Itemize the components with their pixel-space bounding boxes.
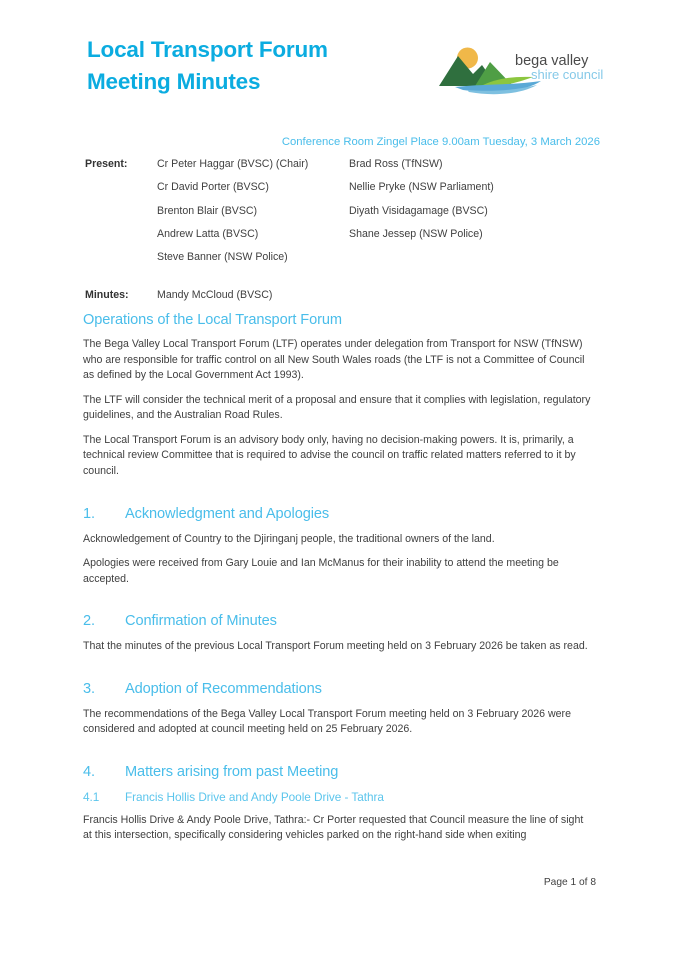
- page-footer: Page 1 of 8: [543, 877, 596, 888]
- document-body: [83, 312, 595, 853]
- attendee-row: [85, 158, 605, 181]
- attendee-row: [85, 205, 605, 228]
- subsection-title: Francis Hollis Drive and Andy Poole Drive - Tathra: [125, 789, 384, 804]
- attendee-name: Shane Jessep (NSW Police): [349, 227, 483, 240]
- section-spacer: [83, 664, 595, 681]
- section-heading-3: [83, 681, 595, 699]
- paragraph: The Local Transport Forum is an advisory body only, having no decision-making powers. It is, primarily, a technical review Committee that is required to advise the council on traffic related matters referred to it by council.: [83, 433, 576, 477]
- section-number: 3.: [83, 680, 95, 697]
- section-title: Matters arising from past Meeting: [125, 763, 339, 780]
- meeting-details-line: Conference Room Zingel Place 9.00am Tuesday, 3 March 2026: [281, 136, 600, 148]
- paragraph: Francis Hollis Drive & Andy Poole Drive, Tathra:- Cr Porter requested that Council measure the line of sight at this intersection, specifically considering vehicles parked on the right-hand side when exiting: [83, 813, 584, 842]
- paragraph: The recommendations of the Bega Valley Local Transport Forum meeting held on 3 February 2026 were considered and adopted at council meeting held on 25 February 2026.: [83, 707, 571, 736]
- page-title: [87, 34, 417, 98]
- section-heading-2: [83, 613, 595, 631]
- section-heading-1: [83, 506, 595, 524]
- attendee-name: Cr Peter Haggar (BVSC) (Chair): [157, 158, 309, 170]
- attendee-name: Nellie Pryke (NSW Parliament): [349, 181, 494, 194]
- section-heading-4: [83, 764, 595, 782]
- section-spacer: [83, 747, 595, 764]
- document-header: [0, 34, 675, 114]
- section-title: Confirmation of Minutes: [125, 613, 277, 630]
- subsection-heading-4-1: [83, 790, 595, 805]
- section-spacer: [83, 489, 595, 506]
- paragraph: Apologies were received from Gary Louie and Ian McManus for their inability to attend the meeting be accepted.: [83, 557, 559, 585]
- attendee-name: Cr David Porter (BVSC): [157, 181, 269, 194]
- present-label: Present:: [85, 158, 128, 170]
- attendee-row: [85, 251, 605, 274]
- logo-text-line-1: bega valley: [515, 53, 589, 69]
- attendees-block: [85, 158, 605, 274]
- minutes-taker-row: [85, 289, 605, 309]
- attendee-row: [85, 181, 605, 204]
- page-title-line-1: Local Transport Forum: [87, 37, 328, 62]
- minutes-taker-name: Mandy McCloud (BVSC): [157, 289, 273, 301]
- paragraph: The Bega Valley Local Transport Forum (LTF) operates under delegation from Transport for NSW (TfNSW) who are responsible for traffic control on all New South Wales roads (the LTF is not a Committee of Council as defined by the Local Government Act 1993).: [83, 338, 585, 382]
- section-number: 4.: [83, 763, 95, 780]
- minutes-label: Minutes:: [85, 289, 129, 301]
- attendee-name: Diyath Visidagamage (BVSC): [349, 204, 488, 217]
- section-number: 1.: [83, 505, 95, 522]
- page-title-line-2: Meeting Minutes: [87, 68, 261, 94]
- attendee-name: Steve Banner (NSW Police): [157, 251, 288, 264]
- subsection-number: 4.1: [83, 789, 100, 804]
- attendee-row: [85, 228, 605, 251]
- section-number: 2.: [83, 613, 95, 630]
- logo-text-line-2: shire council: [531, 67, 604, 82]
- section-spacer: [83, 596, 595, 613]
- paragraph: The LTF will consider the technical merit of a proposal and ensure that it complies with legislation, regulatory guidelines, and the Australian Road Rules.: [83, 393, 591, 422]
- attendee-name: Brad Ross (TfNSW): [349, 158, 443, 170]
- bega-valley-shire-council-logo: [437, 38, 609, 100]
- attendee-name: Brenton Blair (BVSC): [157, 204, 258, 217]
- section-title: Acknowledgment and Apologies: [125, 505, 330, 522]
- paragraph: That the minutes of the previous Local Transport Forum meeting held on 3 February 2026 be taken as read.: [83, 640, 588, 653]
- section-title: Adoption of Recommendations: [125, 680, 322, 697]
- paragraph: Acknowledgement of Country to the Djiringanj people, the traditional owners of the land.: [83, 532, 495, 545]
- section-heading-operations: Operations of the Local Transport Forum: [83, 312, 342, 328]
- attendee-name: Andrew Latta (BVSC): [157, 227, 259, 240]
